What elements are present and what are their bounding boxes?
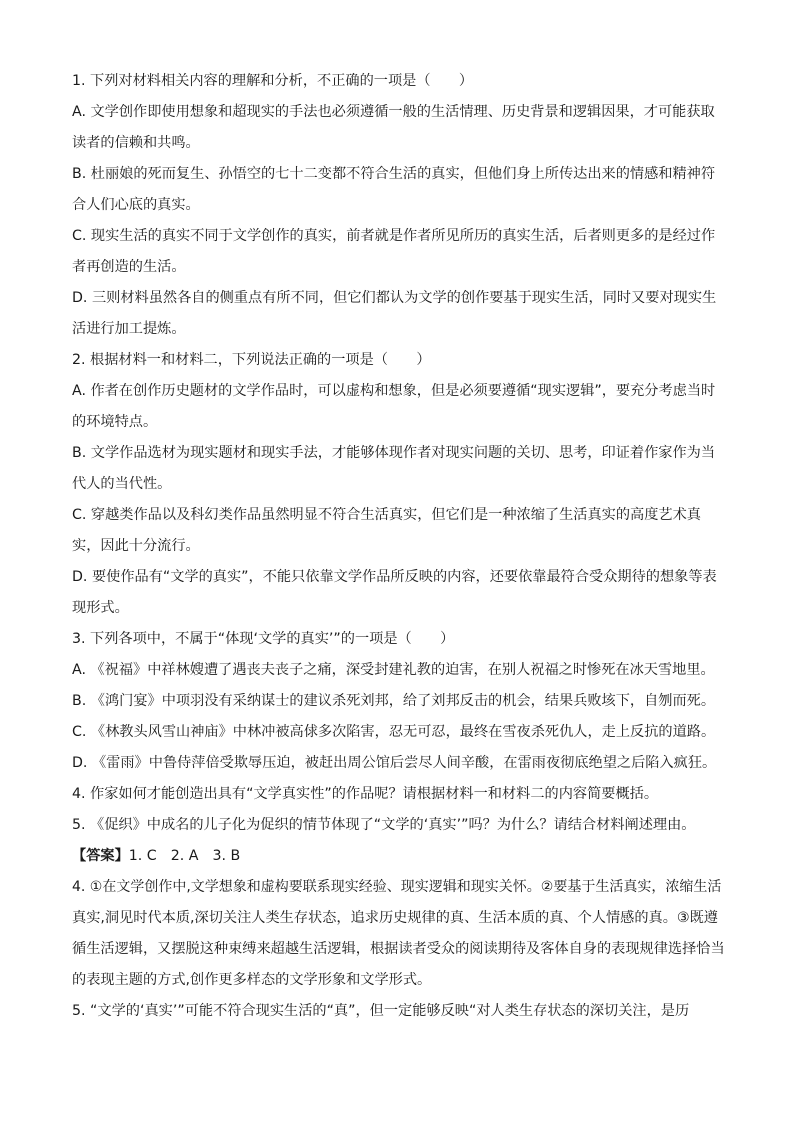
q2-option-b-line1: B. 文学作品选材为现实题材和现实手法，才能够体现作者对现实问题的关切、思考，印证着作家作为当	[72, 445, 716, 461]
explanation-4-line4: 的表现主题的方式,创作更多样态的文学形象和文学形式。	[72, 972, 432, 988]
q2-option-d-line1: D. 要使作品有“文学的真实”，不能只依靠文学作品所反映的内容，还要依靠最符合受众期待的想象等表	[72, 569, 717, 585]
explanation-5-line1: 5. “文学的‘真实’”可能不符合现实生活的“真”，但一定能够反映“对人类生存状态的深切关注，是历	[72, 1003, 690, 1019]
explanation-4-line1: 4. ①在文学创作中,文学想象和虚构要联系现实经验、现实逻辑和现实关怀。②要基于生活真实，浓缩生活	[72, 879, 722, 895]
explanation-4-line3: 循生活逻辑，又摆脱这种束缚来超越生活逻辑，根据读者受众的阅读期待及客体自身的表现规律选择恰当	[72, 941, 725, 957]
q5-stem: 5. 《促织》中成名的儿子化为促织的情节体现了“文学的‘真实’”吗？为什么？请结合材料阐述理由。	[72, 817, 696, 833]
q1-option-b-line2: 合人们心底的真实。	[72, 197, 200, 213]
q2-option-d-line2: 现形式。	[72, 600, 129, 616]
q1-stem: 1. 下列对材料相关内容的理解和分析，不正确的一项是（ ）	[72, 73, 474, 89]
explanation-4-line2: 真实,洞见时代本质,深切关注人类生存状态，追求历史规律的真、生活本质的真、个人情感的真。③既遵	[72, 910, 718, 926]
answer-label: 【答案】	[72, 848, 129, 864]
answer-line	[72, 841, 724, 872]
q2-stem: 2. 根据材料一和材料二，下列说法正确的一项是（ ）	[72, 352, 431, 368]
q3-option-c: C. 《林教头风雪山神庙》中林冲被高俅多次陷害，忍无可忍，最终在雪夜杀死仇人，走上反抗的道路。	[72, 724, 716, 740]
q1-option-b-line1: B. 杜丽娘的死而复生、孙悟空的七十二变都不符合生活的真实，但他们身上所传达出来的情感和精神符	[72, 166, 716, 182]
q2-option-a-line1: A. 作者在创作历史题材的文学作品时，可以虚构和想象，但是必须要遵循“现实逻辑”，要充分考虑当时	[72, 383, 716, 399]
q1-option-c-line1: C. 现实生活的真实不同于文学创作的真实，前者就是作者所见所历的真实生活，后者则更多的是经过作	[72, 228, 716, 244]
q3-stem: 3. 下列各项中，不属于“体现‘文学的真实’”的一项是（ ）	[72, 631, 455, 647]
q2-option-b-line2: 代人的当代性。	[72, 476, 172, 492]
q2-option-a-line2: 的环境特点。	[72, 414, 158, 430]
q4-stem: 4. 作家如何才能创造出具有“文学真实性”的作品呢？请根据材料一和材料二的内容简要概括。	[72, 786, 659, 802]
q1-option-c-line2: 者再创造的生活。	[72, 259, 186, 275]
q3-option-b: B. 《鸿门宴》中项羽没有采纳谋士的建议杀死刘邦，给了刘邦反击的机会，结果兵败垓下，自刎而死。	[72, 693, 716, 709]
q2-option-c-line2: 实，因此十分流行。	[72, 538, 200, 554]
answer-2: 2. A	[170, 848, 199, 864]
q1-option-a-line2: 读者的信赖和共鸣。	[72, 135, 200, 151]
q2-option-c-line1: C. 穿越类作品以及科幻类作品虽然明显不符合生活真实，但它们是一种浓缩了生活真实的高度艺术真	[72, 507, 701, 523]
answer-1: 1. C	[128, 848, 157, 864]
answer-3: 3. B	[212, 848, 241, 864]
q3-option-a: A. 《祝福》中祥林嫂遭了遇丧夫丧子之痛，深受封建礼教的迫害，在别人祝福之时惨死在冰天雪地里。	[72, 662, 715, 678]
q1-option-d-line2: 活进行加工提炼。	[72, 321, 186, 337]
q1-option-d-line1: D. 三则材料虽然各自的侧重点有所不同，但它们都认为文学的创作要基于现实生活，同时又要对现实生	[72, 290, 717, 306]
q1-option-a-line1: A. 文学创作即使用想象和超现实的手法也必须遵循一般的生活情理、历史背景和逻辑因果，才可能获取	[72, 104, 715, 120]
q3-option-d: D. 《雷雨》中鲁侍萍倍受欺辱压迫，被赶出周公馆后尝尽人间辛酸，在雷雨夜彻底绝望之后陷入疯狂。	[72, 755, 717, 771]
